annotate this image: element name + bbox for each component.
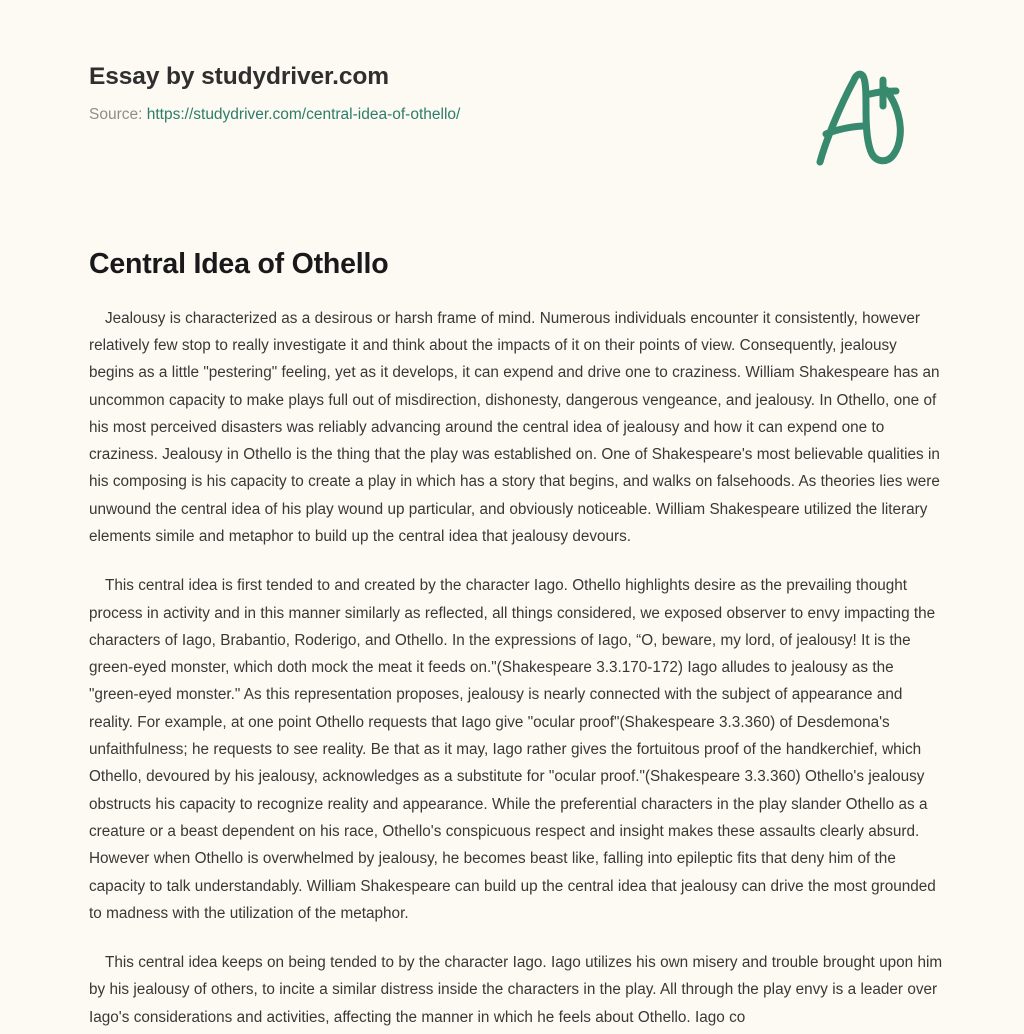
brand-title: Essay by studydriver.com xyxy=(89,63,389,90)
article-body xyxy=(89,305,945,1031)
document-header xyxy=(0,0,1024,200)
paragraph: This central idea is first tended to and created by the character Iago. Othello highlights desire as the prevailing thought process in activity and in this manner similarly as reflected, all things considered, we exposed observer to envy impacting the characters of Iago, Brabantio, Roderigo, and Othello. In the expressions of Iago, “O, beware, my lord, of jealousy! It is the green-eyed monster, which doth mock the meat it feeds on."(Shakespeare 3.3.170-172) Iago alludes to jealousy as the "green-eyed monster." As this representation proposes, jealousy is nearly connected with the subject of appearance and reality. For example, at one point Othello requests that Iago give "ocular proof"(Shakespeare 3.3.360) of Desdemona's unfaithfulness; he requests to see reality. Be that as it may, Iago rather gives the fortuitous proof of the handkerchief, which Othello, devoured by his jealousy, acknowledges as a substitute for "ocular proof."(Shakespeare 3.3.360) Othello's jealousy obstructs his capacity to recognize reality and appearance. While the preferential characters in the play slander Othello as a creature or a beast dependent on his race, Othello's conspicuous respect and insight makes these assaults clearly absurd. However when Othello is overwhelmed by jealousy, he becomes beast like, falling into epileptic fits that deny him of the capacity to talk understandably. William Shakespeare can build up the central idea that jealousy can drive the most grounded to madness with the utilization of the metaphor. xyxy=(89,577,936,922)
source-label: Source: xyxy=(89,106,143,124)
a-plus-logo-icon xyxy=(808,62,916,172)
source-url-link[interactable]: https://studydriver.com/central-idea-of-othello/ xyxy=(146,106,461,124)
brand-block xyxy=(89,62,709,126)
paragraph: Jealousy is characterized as a desirous or harsh frame of mind. Numerous individuals encounter it consistently, however relatively few stop to really investigate it and think about the impacts of it on their points of view. Consequently, jealousy begins as a little "pestering" feeling, yet as it develops, it can expend and drive one to craziness. William Shakespeare has an uncommon capacity to make plays full out of misdirection, dishonesty, dangerous vengeance, and jealousy. In Othello, one of his most perceived disasters was reliably advancing around the central idea of jealousy and how it can expend one to craziness. Jealousy in Othello is the thing that the play was established on. One of Shakespeare's most believable qualities in his composing is his capacity to create a play in which has a story that begins, and walks on falsehoods. As theories lies were unwound the central idea of his play wound up particular, and obviously noticeable. William Shakespeare utilized the literary elements simile and metaphor to build up the central idea that jealousy devours. xyxy=(89,309,940,545)
article xyxy=(89,247,945,1031)
source-line xyxy=(89,105,709,125)
page-title: Central Idea of Othello xyxy=(89,248,389,280)
paragraph: This central idea keeps on being tended to by the character Iago. Iago utilizes his own misery and trouble brought upon him by his jealousy of others, to incite a similar distress inside the characters in the play. All through the play envy is a leader over Iago's considerations and activities, affecting the manner in which he feels about Othello. Iago co xyxy=(89,954,943,1026)
